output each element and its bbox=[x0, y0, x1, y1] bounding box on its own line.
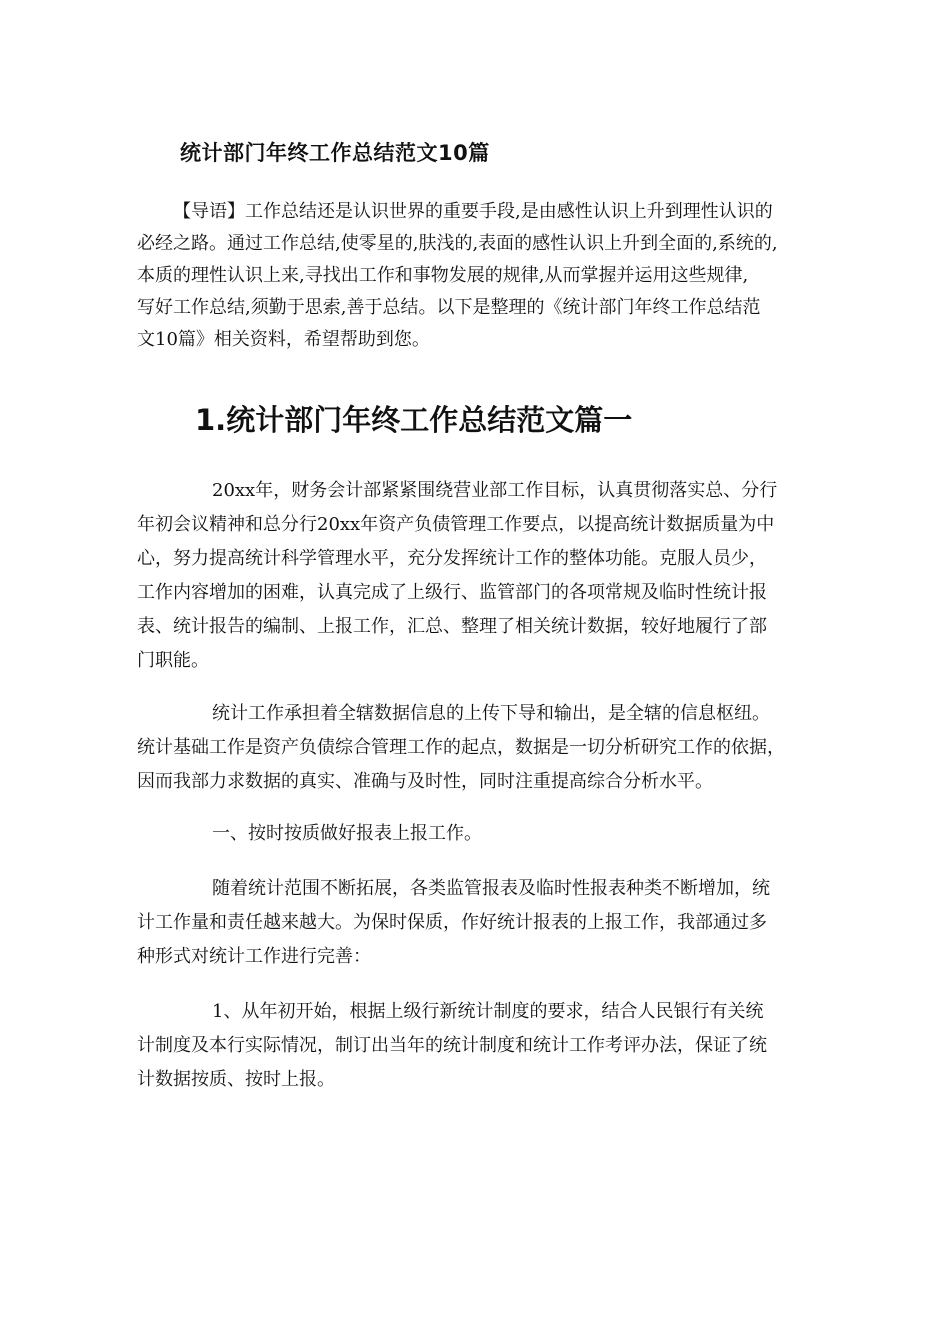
paragraph-line: 随着统计范围不断拓展，各类监管报表及临时性报表种类不断增加，统 bbox=[212, 878, 770, 899]
paragraph-line: 计数据按质、按时上报。 bbox=[137, 1069, 335, 1090]
paragraph-line: 心，努力提高统计科学管理水平，充分发挥统计工作的整体功能。克服人员少， bbox=[137, 548, 767, 569]
paragraph-line: 因而我部力求数据的真实、准确与及时性，同时注重提高综合分析水平。 bbox=[137, 771, 713, 792]
paragraph-line: 种形式对统计工作进行完善： bbox=[137, 946, 371, 967]
document-title: 统计部门年终工作总结范文10篇 bbox=[180, 141, 490, 165]
lead-line: 本质的理性认识上来,寻找出工作和事物发展的规律,从而掌握并运用这些规律, bbox=[137, 265, 749, 286]
paragraph-line: 门职能。 bbox=[137, 650, 209, 671]
paragraph-line: 统计基础工作是资产负债综合管理工作的起点，数据是一切分析研究工作的依据， bbox=[137, 737, 785, 758]
paragraph-line: 年初会议精神和总分行20xx年资产负债管理工作要点，以提高统计数据质量为中 bbox=[137, 514, 775, 535]
body-paragraph-5 bbox=[137, 995, 827, 1097]
lead-line: 写好工作总结,须勤于思索,善于总结。以下是整理的《统计部门年终工作总结范 bbox=[137, 297, 761, 318]
body-paragraph-1 bbox=[137, 474, 827, 678]
paragraph-line: 统计工作承担着全辖数据信息的上传下导和输出，是全辖的信息枢纽。 bbox=[212, 703, 770, 724]
paragraph-line: 20xx年，财务会计部紧紧围绕营业部工作目标，认真贯彻落实总、分行 bbox=[212, 480, 778, 501]
paragraph-line: 工作内容增加的困难，认真完成了上级行、监管部门的各项常规及临时性统计报 bbox=[137, 582, 767, 603]
paragraph-line: 计工作量和责任越来越大。为保时保质，作好统计报表的上报工作，我部通过多 bbox=[137, 912, 767, 933]
lead-paragraph bbox=[137, 196, 817, 356]
paragraph-line: 计制度及本行实际情况，制订出当年的统计制度和统计工作考评办法，保证了统 bbox=[137, 1035, 767, 1056]
section-heading: 1.统计部门年终工作总结范文篇一 bbox=[195, 403, 633, 437]
paragraph-line: 1、从年初开始，根据上级行新统计制度的要求，结合人民银行有关统 bbox=[212, 1001, 764, 1022]
body-paragraph-4 bbox=[137, 872, 827, 974]
lead-line: 【导语】工作总结还是认识世界的重要手段,是由感性认识上升到理性认识的 bbox=[173, 201, 773, 222]
body-paragraph-2 bbox=[137, 697, 827, 799]
paragraph-line: 一、按时按质做好报表上报工作。 bbox=[212, 823, 482, 844]
lead-line: 必经之路。通过工作总结,使零星的,肤浅的,表面的感性认识上升到全面的,系统的, bbox=[137, 233, 778, 254]
body-paragraph-3 bbox=[137, 817, 827, 851]
paragraph-line: 表、统计报告的编制、上报工作，汇总、整理了相关统计数据，较好地履行了部 bbox=[137, 616, 767, 637]
lead-line: 文10篇》相关资料，希望帮助到您。 bbox=[137, 329, 430, 350]
